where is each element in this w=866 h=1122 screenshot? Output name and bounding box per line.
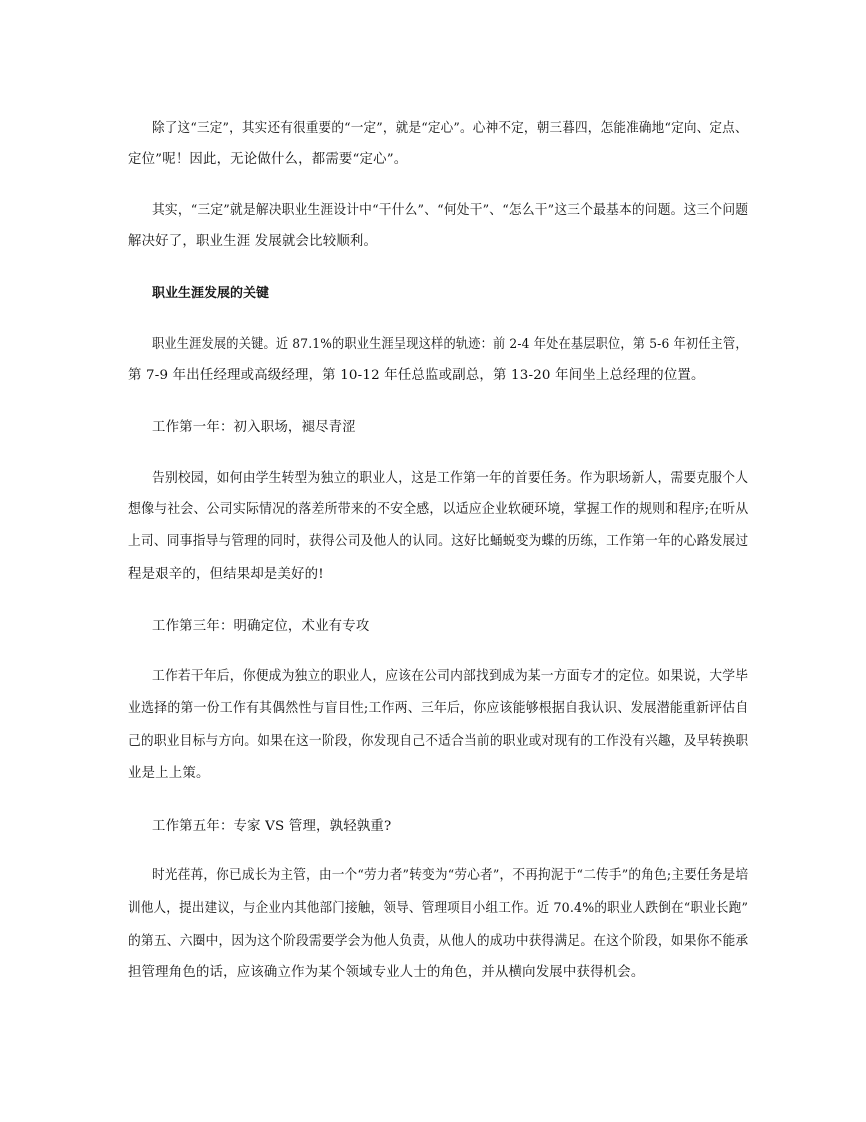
paragraph-2-line-2: 解决好了，职业生涯 发展就会比较顺利。 <box>128 234 378 249</box>
subheading-year-five: 工作第五年：专家 VS 管理，孰轻孰重? <box>152 819 392 834</box>
paragraph-4-line-3: 上司、同事指导与管理的同时，获得公司及他人的认同。这好比蛹蜕变为蝶的历练，工作第一年的心路发展过 <box>128 534 749 549</box>
paragraph-5-line-4: 业是上上策。 <box>128 766 210 781</box>
paragraph-6-line-4: 担管理角色的话，应该确立作为某个领域专业人士的角色，并从横向发展中获得机会。 <box>128 965 645 980</box>
subheading-year-three: 工作第三年：明确定位，术业有专攻 <box>152 619 370 634</box>
paragraph-4-line-4: 程是艰辛的，但结果却是美好的! <box>128 567 324 582</box>
subheading-year-one: 工作第一年：初入职场，褪尽青涩 <box>152 420 356 435</box>
paragraph-5-line-2: 业选择的第一份工作有其偶然性与盲目性;工作两、三年后，你应该能够根据自我认识、发展潜能重新评估自 <box>128 701 749 716</box>
paragraph-1-line-2: 定位”呢！因此，无论做什么，都需要“定心”。 <box>128 152 408 167</box>
paragraph-6-line-3: 的第五、六圈中，因为这个阶段需要学会为他人负责，从他人的成功中获得满足。在这个阶段，如果你不能承 <box>128 934 749 949</box>
paragraph-4-line-2: 想像与社会、公司实际情况的落差所带来的不安全感，以适应企业软硬环境，掌握工作的规则和程序;在听从 <box>128 502 749 517</box>
paragraph-4-line-1: 告别校园，如何由学生转型为独立的职业人，这是工作第一年的首要任务。作为职场新人，需要克服个人 <box>152 471 749 486</box>
paragraph-2-line-1: 其实，“三定”就是解决职业生涯设计中“干什么”、“何处干”、“怎么干”这三个最基本的问题。这三个问题 <box>152 203 749 218</box>
paragraph-6-line-2: 训他人，提出建议，与企业内其他部门接触，领导、管理项目小组工作。近 70.4%的职业人跌倒在“职业长跑” <box>128 901 749 916</box>
paragraph-6-line-1: 时光荏苒，你已成长为主管，由一个“劳力者”转变为“劳心者”，不再拘泥于“二传手”的角色;主要任务是培 <box>152 868 749 883</box>
paragraph-3-line-1: 职业生涯发展的关键。近 87.1%的职业生涯呈现这样的轨迹：前 2-4 年处在基层职位，第 5-6 年初任主管， <box>152 337 748 352</box>
paragraph-5-line-1: 工作若干年后，你便成为独立的职业人，应该在公司内部找到成为某一方面专才的定位。如果说，大学毕 <box>152 669 749 684</box>
section-heading: 职业生涯发展的关键 <box>152 286 270 301</box>
paragraph-5-line-3: 己的职业目标与方向。如果在这一阶段，你发现自己不适合当前的职业或对现有的工作没有兴趣，及早转换职 <box>128 734 749 749</box>
paragraph-1-line-1: 除了这“三定”，其实还有很重要的“一定”，就是“定心”。心神不定，朝三暮四，怎能准确地“定向、定点、 <box>152 121 748 136</box>
paragraph-3-line-2: 第 7-9 年出任经理或高级经理，第 10-12 年任总监或副总，第 13-20 年间坐上总经理的位置。 <box>128 368 705 383</box>
